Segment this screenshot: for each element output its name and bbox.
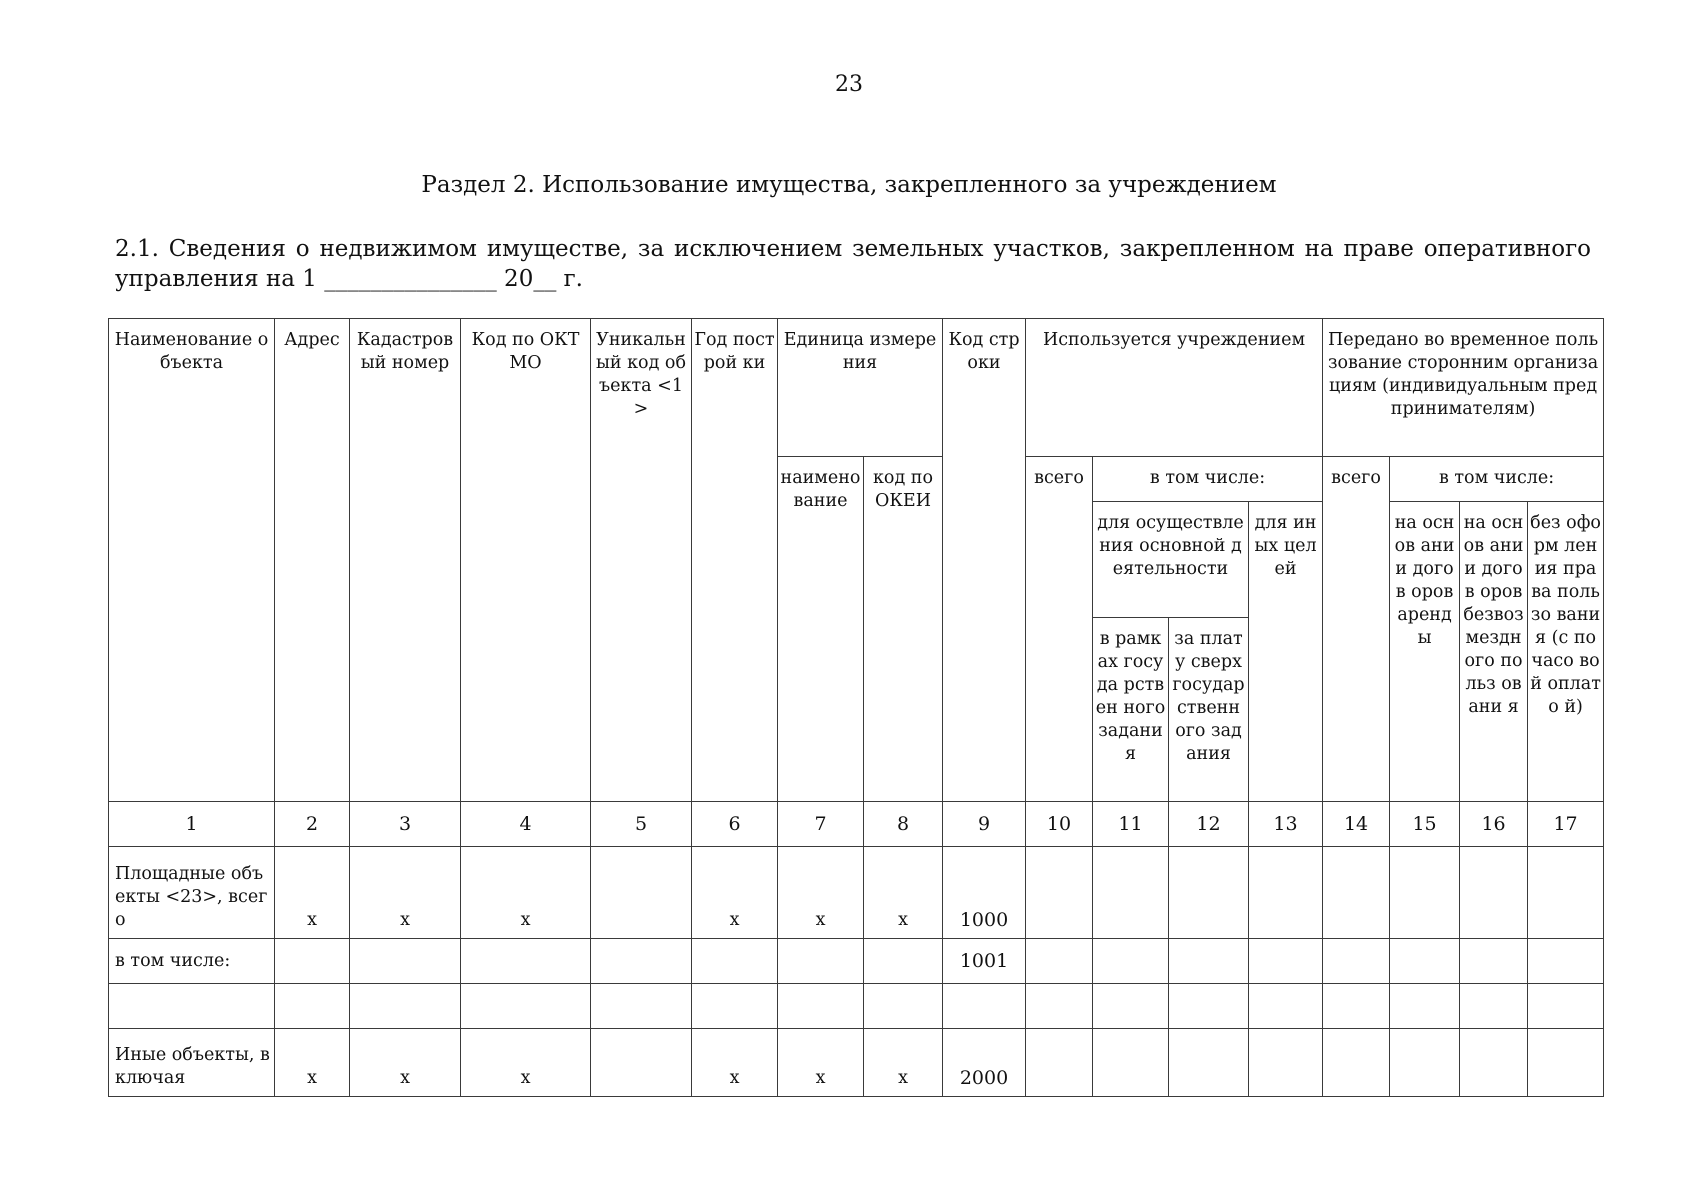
table-row	[109, 847, 1604, 939]
header-year: Год построй ки	[692, 319, 778, 802]
header-unit-okei: код по ОКЕИ	[864, 457, 943, 802]
section-title: Раздел 2. Использование имущества, закрепленного за учреждением	[421, 172, 1277, 198]
header-used-main: для осуществления основной деятельности	[1093, 502, 1249, 618]
table-cell	[1169, 847, 1249, 939]
column-number-row	[109, 802, 1604, 847]
table-cell	[461, 939, 591, 984]
table-cell	[1460, 984, 1528, 1029]
subsection-heading: 2.1. Сведения о недвижимом имуществе, за исключением земельных участков, закрепленном на праве оперативного управления на 1 _______________ 20__ г.	[115, 236, 1591, 292]
table-cell	[1460, 1029, 1528, 1097]
header-used: Используется учреждением	[1026, 319, 1323, 457]
table-cell	[1323, 847, 1390, 939]
table-cell: x	[864, 1029, 943, 1097]
table-cell	[864, 984, 943, 1029]
column-number: 13	[1249, 802, 1323, 847]
table-cell	[1390, 984, 1460, 1029]
column-number: 10	[1026, 802, 1093, 847]
table-cell	[591, 984, 692, 1029]
header-used-main-state: в рамках госуда рствен ного задани я	[1093, 618, 1169, 802]
row-code-cell: 2000	[943, 1029, 1026, 1097]
table-cell	[864, 939, 943, 984]
column-number: 1	[109, 802, 275, 847]
header-used-total: всего	[1026, 457, 1093, 802]
column-number: 4	[461, 802, 591, 847]
page-number: 23	[835, 72, 863, 97]
header-transferred-free: на основ ании догов оров безвоз мездн ого польз овани я	[1460, 502, 1528, 802]
table-cell	[1528, 1029, 1604, 1097]
column-number: 7	[778, 802, 864, 847]
row-label	[109, 984, 275, 1029]
table-cell	[1026, 939, 1093, 984]
table-cell	[1390, 847, 1460, 939]
table-cell	[591, 939, 692, 984]
column-number: 6	[692, 802, 778, 847]
column-number: 16	[1460, 802, 1528, 847]
header-unit-name: наимено вание	[778, 457, 864, 802]
table-cell: x	[461, 847, 591, 939]
table-cell	[1169, 939, 1249, 984]
column-number: 3	[350, 802, 461, 847]
table-cell	[591, 847, 692, 939]
table-cell	[1026, 984, 1093, 1029]
table-cell: x	[692, 1029, 778, 1097]
property-table	[108, 318, 1604, 1097]
row-label: Площадные объекты <23>, всего	[109, 847, 275, 939]
table-cell	[1093, 1029, 1169, 1097]
column-number: 14	[1323, 802, 1390, 847]
table-cell	[1323, 984, 1390, 1029]
table-cell	[275, 939, 350, 984]
table-cell	[1460, 847, 1528, 939]
table-cell	[1528, 847, 1604, 939]
table-cell	[1169, 1029, 1249, 1097]
table-row	[109, 984, 1604, 1029]
table-cell	[1528, 939, 1604, 984]
table-cell	[1026, 847, 1093, 939]
table-row	[109, 1029, 1604, 1097]
table-cell: x	[350, 847, 461, 939]
table-cell	[1249, 1029, 1323, 1097]
column-number: 5	[591, 802, 692, 847]
column-number: 8	[864, 802, 943, 847]
header-row-code: Код строки	[943, 319, 1026, 802]
table-cell	[1528, 984, 1604, 1029]
column-number: 11	[1093, 802, 1169, 847]
table-cell	[692, 939, 778, 984]
table-cell	[1390, 939, 1460, 984]
table-cell	[1169, 984, 1249, 1029]
column-number: 12	[1169, 802, 1249, 847]
table-cell: x	[350, 1029, 461, 1097]
table-cell	[350, 939, 461, 984]
header-transferred: Передано во временное пользование сторонним организациям (индивидуальным предпринимателям)	[1323, 319, 1604, 457]
column-number: 15	[1390, 802, 1460, 847]
header-unit: Единица измерения	[778, 319, 943, 457]
table-cell	[591, 1029, 692, 1097]
column-number: 2	[275, 802, 350, 847]
table-cell: x	[461, 1029, 591, 1097]
table-cell	[461, 984, 591, 1029]
table-cell	[1093, 984, 1169, 1029]
table-cell	[1026, 1029, 1093, 1097]
header-address: Адрес	[275, 319, 350, 802]
table-cell	[1323, 1029, 1390, 1097]
table-cell: x	[692, 847, 778, 939]
table-cell	[692, 984, 778, 1029]
row-label: Иные объекты, включая	[109, 1029, 275, 1097]
table-row	[109, 939, 1604, 984]
header-unique-code: Уникальн ый код объекта <1>	[591, 319, 692, 802]
table-cell: x	[864, 847, 943, 939]
column-number: 9	[943, 802, 1026, 847]
table-cell	[1323, 939, 1390, 984]
header-transferred-including: в том числе:	[1390, 457, 1604, 502]
table-cell: x	[275, 847, 350, 939]
table-cell	[778, 939, 864, 984]
header-transferred-noform: без оформ ления права пользо вания (с почасо вой оплато й)	[1528, 502, 1604, 802]
header-cadastral: Кадастров ый номер	[350, 319, 461, 802]
table-cell: x	[275, 1029, 350, 1097]
table-cell	[1460, 939, 1528, 984]
row-label: в том числе:	[109, 939, 275, 984]
header-transferred-rent: на основ ании догов оров аренд ы	[1390, 502, 1460, 802]
table-cell	[1249, 939, 1323, 984]
row-code-cell: 1000	[943, 847, 1026, 939]
table-cell	[1249, 847, 1323, 939]
column-number: 17	[1528, 802, 1604, 847]
header-used-main-paid: за плату сверх государ ственн ого задания	[1169, 618, 1249, 802]
table-cell	[275, 984, 350, 1029]
table-cell	[778, 984, 864, 1029]
table-cell	[1249, 984, 1323, 1029]
table-cell: x	[778, 847, 864, 939]
header-oktmo: Код по ОКТМО	[461, 319, 591, 802]
row-code-cell: 1001	[943, 939, 1026, 984]
table-cell	[350, 984, 461, 1029]
header-used-including: в том числе:	[1093, 457, 1323, 502]
row-code-cell	[943, 984, 1026, 1029]
header-object-name: Наименование объекта	[109, 319, 275, 802]
table-cell	[1093, 847, 1169, 939]
table-cell	[1093, 939, 1169, 984]
header-used-other: для иных целей	[1249, 502, 1323, 802]
header-transferred-total: всего	[1323, 457, 1390, 802]
table-cell	[1390, 1029, 1460, 1097]
table-cell: x	[778, 1029, 864, 1097]
